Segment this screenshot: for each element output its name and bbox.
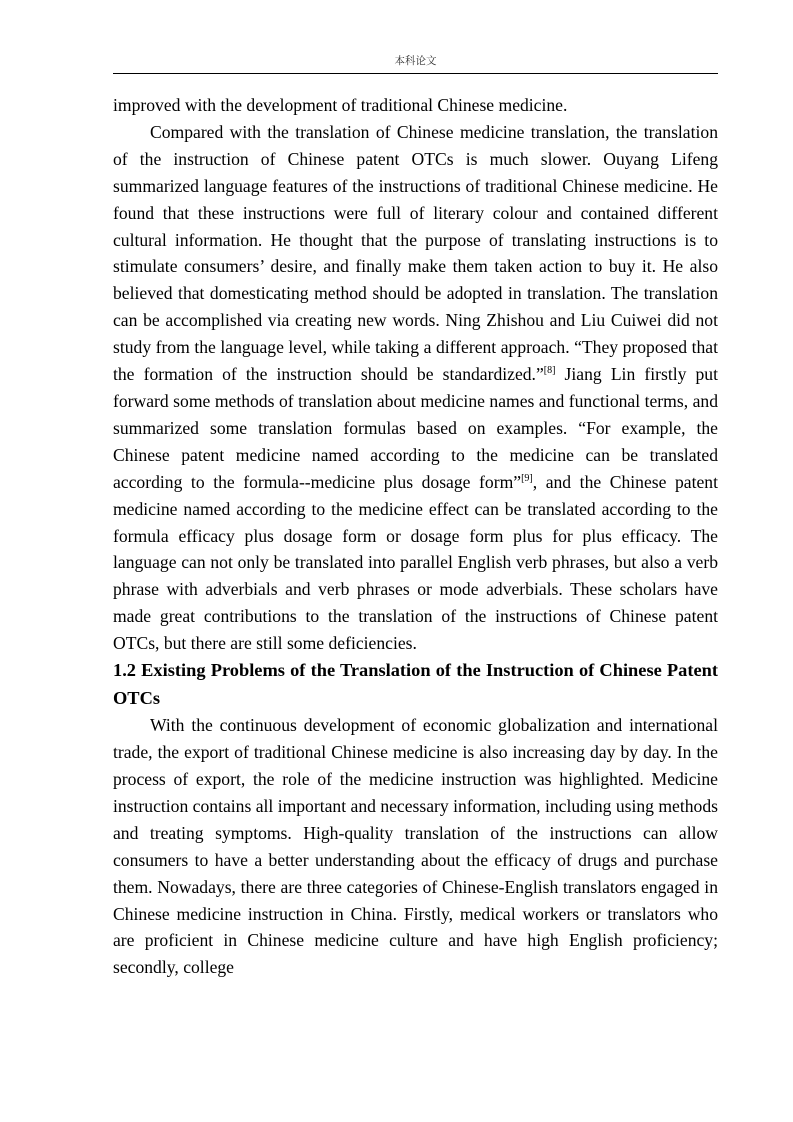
paragraph-text: Compared with the translation of Chinese medicine translation, the translation of the instruction of Chinese patent OTCs is much slower. Ouyang Lifeng summarized language features of the instructions of traditional Chinese medicine. He found that these instructions were full of literary colour and contained different cultural information. He thought that the purpose of translating instructions is to stimulate consumers’ desire, and finally make them taken action to buy it. He also believed that domesticating method should be adopted in translation. The translation can be accomplished via creating new words. Ning Zhishou and Liu Cuiwei did not study from the language level, while taking a different approach. “They proposed that the formation of the instruction should be standardized.” — [113, 121, 718, 385]
paragraph-text: Jiang Lin firstly put forward some methods of translation about medicine names and functional terms, and summarized some translation formulas based on examples. “For example, the Chinese patent medicine named according to the medicine can be translated according to the formula--medicine plus dosage form” — [113, 364, 718, 492]
citation-ref: [9] — [521, 472, 533, 484]
citation-ref: [8] — [543, 365, 556, 377]
paragraph-literature-review — [113, 119, 718, 657]
section-heading: 1.2 Existing Problems of the Translation of the Instruction of Chinese Patent OTCs — [113, 660, 718, 708]
header-rule — [113, 73, 718, 74]
body-text — [113, 92, 718, 981]
running-header: 本科论文 — [394, 55, 437, 67]
paragraph-continuation: improved with the development of traditional Chinese medicine. — [113, 95, 568, 115]
paragraph-existing-problems: With the continuous development of economic globalization and international trade, the export of traditional Chinese medicine is also increasing day by day. In the process of export, the role of the medicine instruction was highlighted. Medicine instruction contains all important and necessary information, including using methods and treating symptoms. High-quality translation of the instructions can allow consumers to have a better understanding about the efficacy of drugs and purchase them. Nowadays, there are three categories of Chinese-English translators engaged in Chinese medicine instruction in China. Firstly, medical workers or translators who are proficient in Chinese medicine culture and have high English proficiency; secondly, college — [113, 715, 718, 978]
paragraph-text: , and the Chinese patent medicine named according to the medicine effect can be translated according to the formula efficacy plus dosage form or dosage form plus for plus efficacy. The language can not only be translated into parallel English verb phrases, but also a verb phrase with adverbials and verb phrases or mode adverbials. These scholars have made great contributions to the translation of the instructions of Chinese patent OTCs, but there are still some deficiencies. — [113, 471, 718, 654]
